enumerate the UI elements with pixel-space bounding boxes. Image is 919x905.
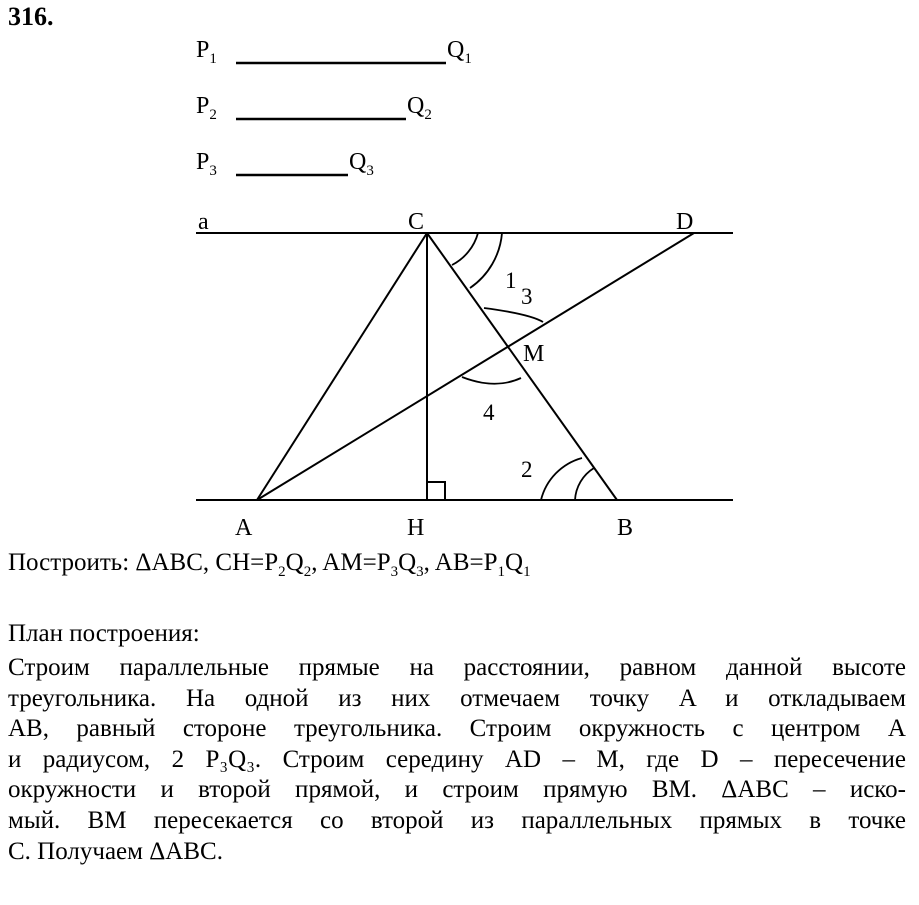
plan-line: треугольника. На одной из них отмечаем точку A и откладываем (8, 684, 906, 712)
segment-ad (257, 233, 694, 500)
construction-task: Построить: ΔABC, $CH=P_2Q_2$, $AM=P_3Q_3$, $AB=P_1Q_1$ (8, 549, 531, 580)
angle-2-label: 2 (521, 457, 533, 482)
plan-line: Строим параллельные прямые на расстоянии, равном данной высоте (8, 654, 906, 681)
plan-text (8, 653, 906, 867)
plan-title: План построения: (8, 620, 200, 647)
segment-p1-label: $P_1$ (196, 37, 217, 67)
angle-1-label: 1 (505, 268, 517, 293)
side-ac (257, 233, 427, 500)
segment-p2-label: $P_2$ (196, 93, 217, 123)
problem-number: 316. (8, 2, 54, 31)
segment-p3-label: $P_3$ (196, 149, 217, 179)
segment-q1-label: $Q_1$ (447, 37, 472, 67)
plan-line: и радиусом, 2 P₃Q₃. Строим середину AD – M, где D – пересечение (8, 745, 906, 773)
plan-line: мый. BM пересекается со второй из параллельных прямых в точке (8, 806, 906, 834)
segment-p1q1 (196, 37, 472, 67)
line-a-label: a (198, 209, 209, 235)
segment-p3q3 (196, 149, 374, 179)
angle-4-label: 4 (483, 400, 495, 425)
right-angle-mark (427, 482, 445, 500)
point-d-label: D (676, 209, 694, 235)
point-b-label: B (617, 515, 634, 541)
point-h-label: H (407, 515, 425, 541)
angle-2-arc-inner (575, 468, 594, 500)
segment-p2q2 (196, 93, 432, 123)
plan-line: C. Получаем ΔABC. (8, 837, 223, 865)
segment-q2-label: $Q_2$ (407, 93, 432, 123)
segment-q3-label: $Q_3$ (349, 149, 374, 179)
point-m-label: M (523, 341, 545, 367)
angle-1-arc (452, 233, 478, 265)
plan-line: окружности и второй прямой, и строим прямую BM. ΔABC – иско- (8, 776, 906, 804)
point-c-label: C (408, 209, 425, 235)
plan-line: AB, равный стороне треугольника. Строим окружность с центром A (8, 715, 906, 743)
angle-4-arc (462, 377, 521, 384)
angle-3-arc-m (484, 308, 543, 322)
angle-3-label: 3 (521, 284, 533, 309)
point-a-label: A (235, 515, 253, 541)
